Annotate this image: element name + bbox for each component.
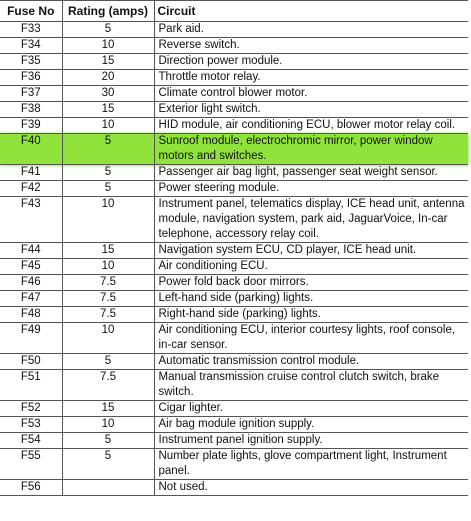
rating-cell: 10 bbox=[62, 118, 154, 134]
column-header-rating: Rating (amps) bbox=[62, 1, 154, 22]
table-row bbox=[0, 118, 468, 134]
table-row bbox=[0, 181, 468, 197]
fuse-cell: F42 bbox=[0, 181, 62, 197]
table-row bbox=[0, 38, 468, 54]
rating-cell: 5 bbox=[62, 449, 154, 480]
circuit-cell: Reverse switch. bbox=[154, 38, 468, 54]
table-row bbox=[0, 354, 468, 370]
rating-cell: 5 bbox=[62, 165, 154, 181]
rating-cell: 15 bbox=[62, 54, 154, 70]
circuit-cell: Sunroof module, electrochromic mirror, power window motors and switches. bbox=[154, 134, 468, 165]
rating-cell: 5 bbox=[62, 181, 154, 197]
rating-cell: 30 bbox=[62, 86, 154, 102]
circuit-cell: Instrument panel ignition supply. bbox=[154, 433, 468, 449]
fuse-cell: F49 bbox=[0, 323, 62, 354]
table-row bbox=[0, 165, 468, 181]
rating-cell: 10 bbox=[62, 197, 154, 243]
table-row bbox=[0, 22, 468, 38]
circuit-cell: Number plate lights, glove compartment light, Instrument panel. bbox=[154, 449, 468, 480]
table-row bbox=[0, 197, 468, 243]
rating-cell: 7.5 bbox=[62, 370, 154, 401]
fuse-cell: F39 bbox=[0, 118, 62, 134]
circuit-cell: Air conditioning ECU, interior courtesy lights, roof console, in-car sensor. bbox=[154, 323, 468, 354]
fuse-cell: F38 bbox=[0, 102, 62, 118]
table-row bbox=[0, 370, 468, 401]
table-row-highlighted bbox=[0, 134, 468, 165]
fuse-cell: F53 bbox=[0, 417, 62, 433]
circuit-cell: HID module, air conditioning ECU, blower motor relay coil. bbox=[154, 118, 468, 134]
rating-cell: 15 bbox=[62, 102, 154, 118]
circuit-cell: Air conditioning ECU. bbox=[154, 259, 468, 275]
fuse-cell: F48 bbox=[0, 307, 62, 323]
fuse-cell: F35 bbox=[0, 54, 62, 70]
circuit-cell: Navigation system ECU, CD player, ICE head unit. bbox=[154, 243, 468, 259]
fuse-cell: F47 bbox=[0, 291, 62, 307]
table-row bbox=[0, 275, 468, 291]
circuit-cell: Power steering module. bbox=[154, 181, 468, 197]
fuse-cell: F52 bbox=[0, 401, 62, 417]
circuit-cell: Right-hand side (parking) lights. bbox=[154, 307, 468, 323]
rating-cell: 15 bbox=[62, 243, 154, 259]
rating-cell: 5 bbox=[62, 134, 154, 165]
fuse-cell: F54 bbox=[0, 433, 62, 449]
circuit-cell: Air bag module ignition supply. bbox=[154, 417, 468, 433]
rating-cell: 7.5 bbox=[62, 291, 154, 307]
table-row bbox=[0, 480, 468, 496]
fuse-cell: F56 bbox=[0, 480, 62, 496]
fuse-cell: F40 bbox=[0, 134, 62, 165]
circuit-cell: Manual transmission cruise control clutch switch, brake switch. bbox=[154, 370, 468, 401]
rating-cell: 7.5 bbox=[62, 307, 154, 323]
rating-cell: 20 bbox=[62, 70, 154, 86]
fuse-cell: F33 bbox=[0, 22, 62, 38]
circuit-cell: Automatic transmission control module. bbox=[154, 354, 468, 370]
table-row bbox=[0, 70, 468, 86]
column-header-circuit: Circuit bbox=[154, 1, 468, 22]
fuse-cell: F55 bbox=[0, 449, 62, 480]
header-row bbox=[0, 1, 468, 22]
table-row bbox=[0, 449, 468, 480]
rating-cell: 5 bbox=[62, 354, 154, 370]
fuse-cell: F45 bbox=[0, 259, 62, 275]
circuit-cell: Instrument panel, telematics display, ICE head unit, antenna module, navigation system, park aid, JaguarVoice, In-car telephone, accessory relay coil. bbox=[154, 197, 468, 243]
fuse-cell: F43 bbox=[0, 197, 62, 243]
table-row bbox=[0, 102, 468, 118]
circuit-cell: Left-hand side (parking) lights. bbox=[154, 291, 468, 307]
rating-cell: 5 bbox=[62, 433, 154, 449]
table-row bbox=[0, 417, 468, 433]
table-row bbox=[0, 54, 468, 70]
circuit-cell: Park aid. bbox=[154, 22, 468, 38]
table-row bbox=[0, 86, 468, 102]
rating-cell: 10 bbox=[62, 417, 154, 433]
circuit-cell: Passenger air bag light, passenger seat weight sensor. bbox=[154, 165, 468, 181]
rating-cell: 5 bbox=[62, 22, 154, 38]
circuit-cell: Throttle motor relay. bbox=[154, 70, 468, 86]
table-row bbox=[0, 401, 468, 417]
column-header-fuse: Fuse No bbox=[0, 1, 62, 22]
rating-cell: 10 bbox=[62, 38, 154, 54]
table-row bbox=[0, 307, 468, 323]
fuse-cell: F44 bbox=[0, 243, 62, 259]
fuse-cell: F46 bbox=[0, 275, 62, 291]
fuse-cell: F37 bbox=[0, 86, 62, 102]
table-row bbox=[0, 259, 468, 275]
circuit-cell: Exterior light switch. bbox=[154, 102, 468, 118]
table-row bbox=[0, 433, 468, 449]
circuit-cell: Climate control blower motor. bbox=[154, 86, 468, 102]
rating-cell: 10 bbox=[62, 323, 154, 354]
rating-cell: 10 bbox=[62, 259, 154, 275]
circuit-cell: Not used. bbox=[154, 480, 468, 496]
fuse-cell: F36 bbox=[0, 70, 62, 86]
fuse-cell: F50 bbox=[0, 354, 62, 370]
fuse-cell: F41 bbox=[0, 165, 62, 181]
table-row bbox=[0, 291, 468, 307]
rating-cell: 7.5 bbox=[62, 275, 154, 291]
fuse-cell: F51 bbox=[0, 370, 62, 401]
circuit-cell: Cigar lighter. bbox=[154, 401, 468, 417]
fuse-cell: F34 bbox=[0, 38, 62, 54]
rating-cell: 15 bbox=[62, 401, 154, 417]
rating-cell bbox=[62, 480, 154, 496]
table-row bbox=[0, 243, 468, 259]
circuit-cell: Direction power module. bbox=[154, 54, 468, 70]
fuse-table-body bbox=[0, 22, 468, 496]
table-row bbox=[0, 323, 468, 354]
circuit-cell: Power fold back door mirrors. bbox=[154, 275, 468, 291]
